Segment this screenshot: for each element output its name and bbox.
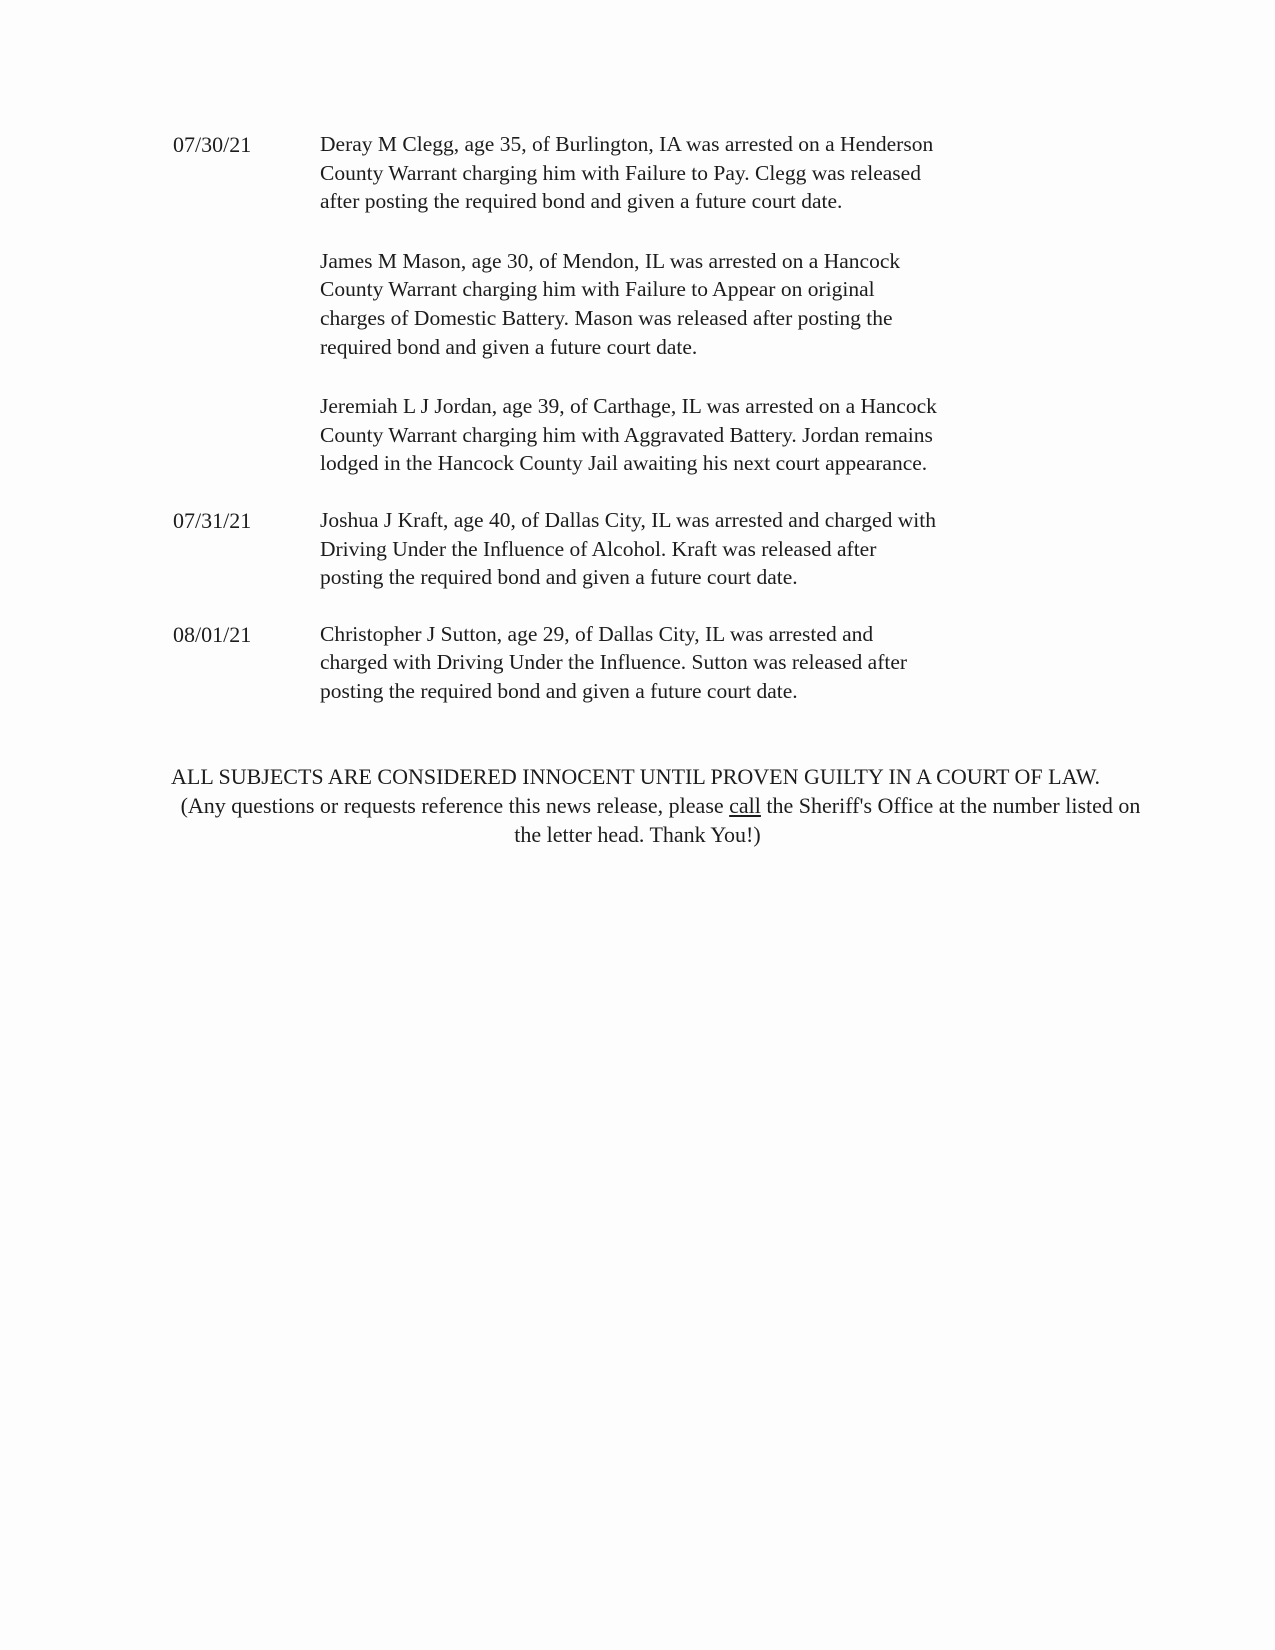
text-line: charged with Driving Under the Influence. Sutton was released after (320, 650, 908, 675)
notice-line: the letter head. Thank You!) (514, 822, 761, 847)
entry-body (320, 130, 1073, 478)
text-line: charges of Domestic Battery. Mason was released after posting the (320, 305, 893, 330)
arrest-paragraph (320, 506, 1040, 592)
arrest-log (173, 130, 1073, 734)
notice-title: ALL SUBJECTS ARE CONSIDERED INNOCENT UNTIL PROVEN GUILTY IN A COURT OF LAW. (171, 764, 1100, 789)
text-line: Deray M Clegg, age 35, of Burlington, IA was arrested on a Henderson (320, 132, 934, 156)
text-line: posting the required bond and given a future court date. (320, 565, 798, 590)
notice-line (46, 791, 1275, 820)
text-line: County Warrant charging him with Failure to Pay. Clegg was released (320, 160, 921, 185)
text-line: Christopher J Sutton, age 29, of Dallas City, IL was arrested and (320, 621, 874, 646)
text-line: after posting the required bond and given a future court date. (320, 189, 843, 214)
log-entry (173, 620, 1073, 706)
notice-text: the Sheriff's Office at the number listed on (760, 793, 1141, 818)
text-line: Driving Under the Influence of Alcohol. Kraft was released after (320, 536, 877, 561)
entry-body (320, 506, 1073, 592)
arrest-paragraph (320, 247, 1040, 361)
text-line: Joshua J Kraft, age 40, of Dallas City, IL was arrested and charged with (320, 507, 936, 532)
arrest-paragraph (320, 620, 1040, 706)
log-entry (173, 130, 1073, 478)
text-line: lodged in the Hancock County Jail awaiting his next court appearance. (320, 451, 928, 476)
arrest-paragraph (320, 130, 1040, 216)
text-line: James M Mason, age 30, of Mendon, IL was arrested on a Hancock (320, 248, 901, 273)
text-line: County Warrant charging him with Failure to Appear on original (320, 277, 875, 302)
entry-body (320, 620, 1073, 706)
entry-date: 07/31/21 (173, 507, 252, 533)
call-underlined-word: call (729, 793, 761, 818)
notice-text: (Any questions or requests reference this news release, please (180, 793, 730, 818)
text-line: required bond and given a future court date. (320, 334, 698, 359)
entry-date: 07/30/21 (173, 132, 252, 157)
legal-notice (0, 762, 1275, 849)
text-line: posting the required bond and given a future court date. (320, 678, 798, 703)
log-entry (173, 506, 1073, 592)
text-line: County Warrant charging him with Aggravated Battery. Jordan remains (320, 422, 933, 447)
entry-date: 08/01/21 (173, 621, 252, 647)
arrest-paragraph (320, 392, 1040, 478)
text-line: Jeremiah L J Jordan, age 39, of Carthage, IL was arrested on a Hancock (320, 394, 937, 419)
